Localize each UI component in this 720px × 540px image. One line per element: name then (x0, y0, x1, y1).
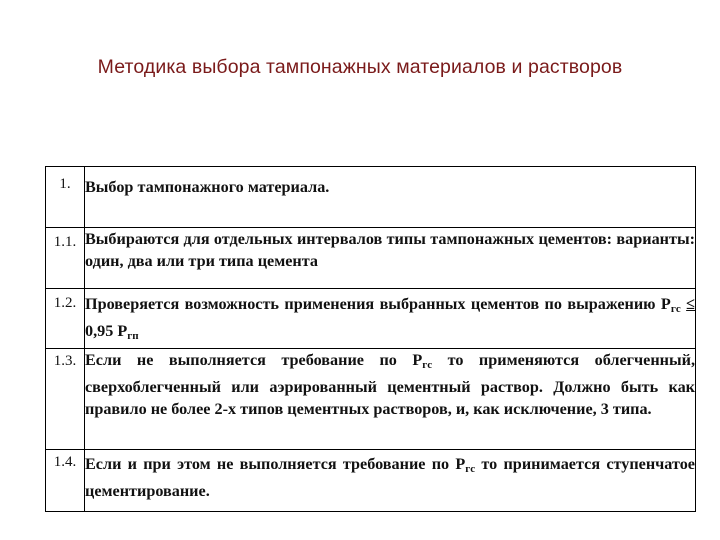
subscript: гс (422, 359, 433, 371)
step-text (85, 289, 696, 349)
step-text-part: Если и при этом не выполняется требование по P (85, 455, 466, 473)
step-text (85, 450, 696, 512)
step-number: 1.2. (46, 289, 85, 349)
step-text: Выбор тампонажного материала. (85, 167, 696, 228)
subscript: гс (465, 463, 476, 475)
slide-title: Методика выбора тампонажных материалов и растворов (97, 56, 623, 78)
table-row (46, 289, 696, 349)
step-text-part: то применяются облегченный, сверхоблегченный или аэрированный цементный раствор. Должно быть как правило не более 2-х типов цементных растворов, и, как исключение, 3 типа. (85, 351, 695, 418)
step-number: 1.1. (46, 228, 85, 289)
operator: ≤ (686, 295, 695, 313)
step-text-part: то принимается ступенчатое цементирование. (85, 455, 695, 500)
step-text-part: 0,95 P (85, 322, 128, 340)
subscript: гс (670, 303, 681, 315)
step-text (85, 349, 696, 450)
table-row (46, 349, 696, 450)
step-text-part: Проверяется возможность применения выбранных цементов по выражению P (85, 295, 671, 313)
methodology-table (45, 166, 696, 512)
step-number: 1.3. (46, 349, 85, 450)
table-row (46, 228, 696, 289)
table-row (46, 450, 696, 512)
step-text-part: Если не выполняется требование по P (85, 351, 423, 369)
step-text: Выбираются для отдельных интервалов типы тампонажных цементов: варианты: один, два или три типа цемента (85, 228, 696, 289)
step-number: 1.4. (46, 450, 85, 512)
step-number: 1. (46, 167, 85, 228)
subscript: гп (127, 330, 139, 342)
table-row (46, 167, 696, 228)
